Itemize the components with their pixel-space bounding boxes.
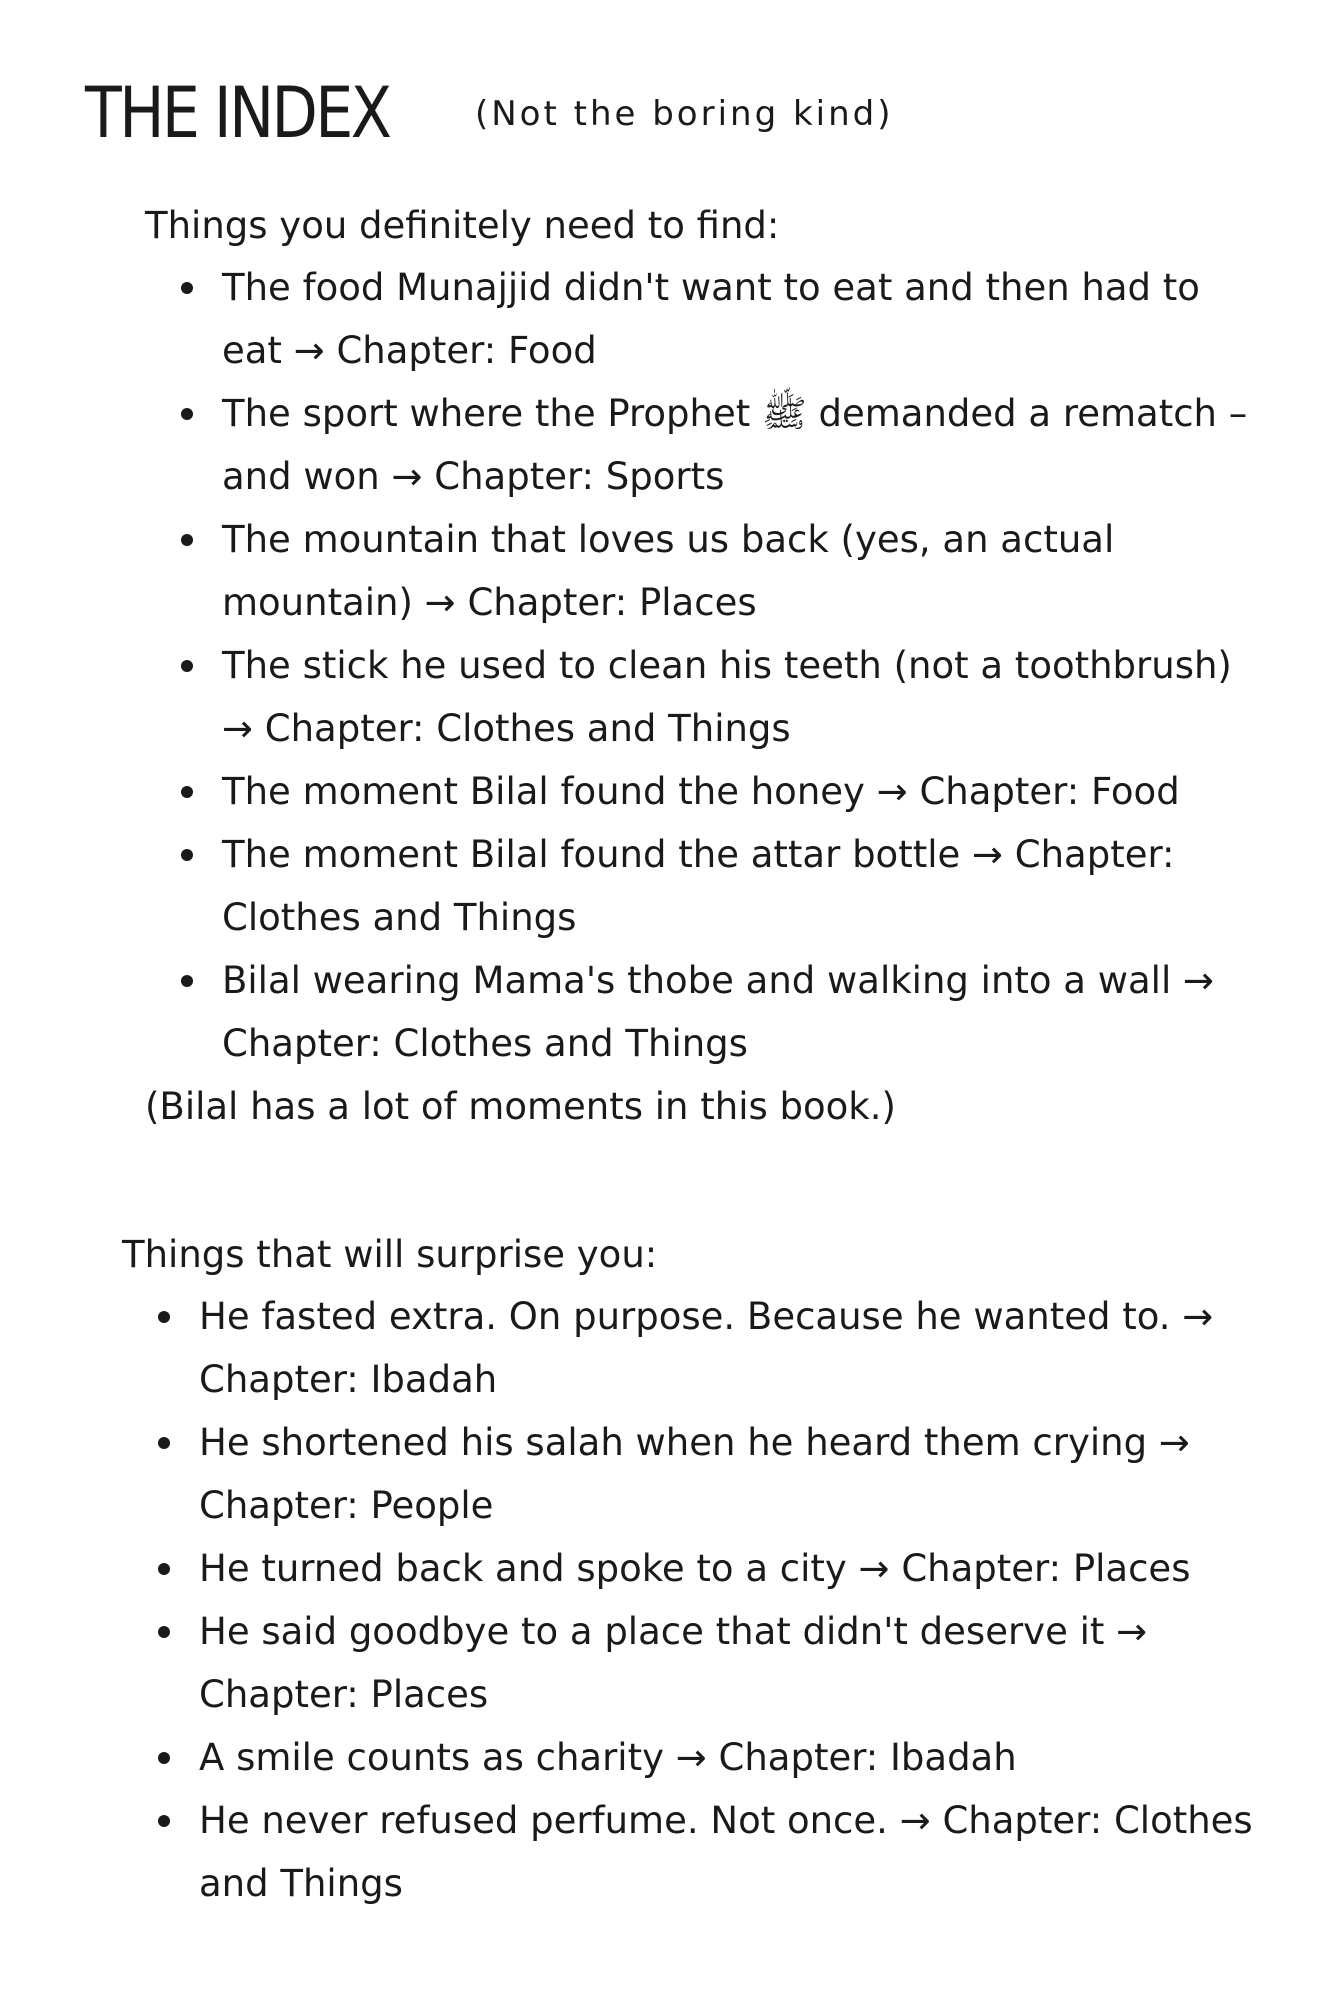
list-item	[145, 949, 1252, 1075]
list-item-text: He fasted extra. On purpose. Because he wanted to. → Chapter: Ibadah	[199, 1295, 1214, 1401]
list-item	[145, 382, 1252, 508]
bullet-icon	[181, 849, 193, 861]
bullet-icon	[158, 1563, 170, 1575]
bullet-icon	[158, 1815, 170, 1827]
bullet-icon	[181, 408, 193, 420]
list-item-text: The mountain that loves us back (yes, an actual mountain) → Chapter: Places	[222, 518, 1115, 624]
section-surprise	[122, 1225, 1262, 1915]
item-list	[122, 1285, 1262, 1915]
bullet-icon	[181, 534, 193, 546]
list-item-text: The stick he used to clean his teeth (not a toothbrush) → Chapter: Clothes and Things	[222, 644, 1232, 750]
list-item	[145, 634, 1252, 760]
list-item-text: He turned back and spoke to a city → Chapter: Places	[199, 1547, 1191, 1590]
list-item-text: He never refused perfume. Not once. → Chapter: Clothes and Things	[199, 1799, 1253, 1905]
section-note: (Bilal has a lot of moments in this book.)	[145, 1085, 896, 1128]
section-heading: Things you definitely need to find:	[145, 204, 780, 247]
page-title: THE INDEX	[85, 72, 390, 154]
title-row	[85, 72, 894, 154]
bullet-icon	[158, 1752, 170, 1764]
bullet-icon	[158, 1626, 170, 1638]
list-item-text: The food Munajjid didn't want to eat and then had to eat → Chapter: Food	[222, 266, 1200, 372]
list-item	[145, 508, 1252, 634]
list-item	[122, 1411, 1279, 1537]
bullet-icon	[158, 1311, 170, 1323]
bullet-icon	[181, 975, 193, 987]
list-item-text: Bilal wearing Mama's thobe and walking into a wall → Chapter: Clothes and Things	[222, 959, 1214, 1065]
list-item	[122, 1537, 1279, 1600]
page-subtitle: (Not the boring kind)	[474, 94, 894, 134]
section-need-to-find	[145, 196, 1285, 1138]
list-item-text: He shortened his salah when he heard them crying → Chapter: People	[199, 1421, 1190, 1527]
item-list	[145, 256, 1285, 1075]
list-item	[145, 823, 1252, 949]
list-item	[122, 1285, 1279, 1411]
list-item-text: He said goodbye to a place that didn't deserve it → Chapter: Places	[199, 1610, 1148, 1716]
list-item	[122, 1600, 1279, 1726]
section-heading: Things that will surprise you:	[122, 1233, 658, 1276]
list-item-text: A smile counts as charity → Chapter: Ibadah	[199, 1736, 1017, 1779]
list-item-text: The moment Bilal found the attar bottle → Chapter: Clothes and Things	[222, 833, 1175, 939]
list-item-text: The moment Bilal found the honey → Chapter: Food	[222, 770, 1180, 813]
bullet-icon	[158, 1437, 170, 1449]
bullet-icon	[181, 660, 193, 672]
list-item	[122, 1789, 1279, 1915]
bullet-icon	[181, 786, 193, 798]
list-item	[122, 1726, 1279, 1789]
list-item-text: The sport where the Prophet ﷺ demanded a rematch – and won → Chapter: Sports	[222, 392, 1248, 498]
list-item	[145, 256, 1252, 382]
list-item	[145, 760, 1252, 823]
bullet-icon	[181, 282, 193, 294]
